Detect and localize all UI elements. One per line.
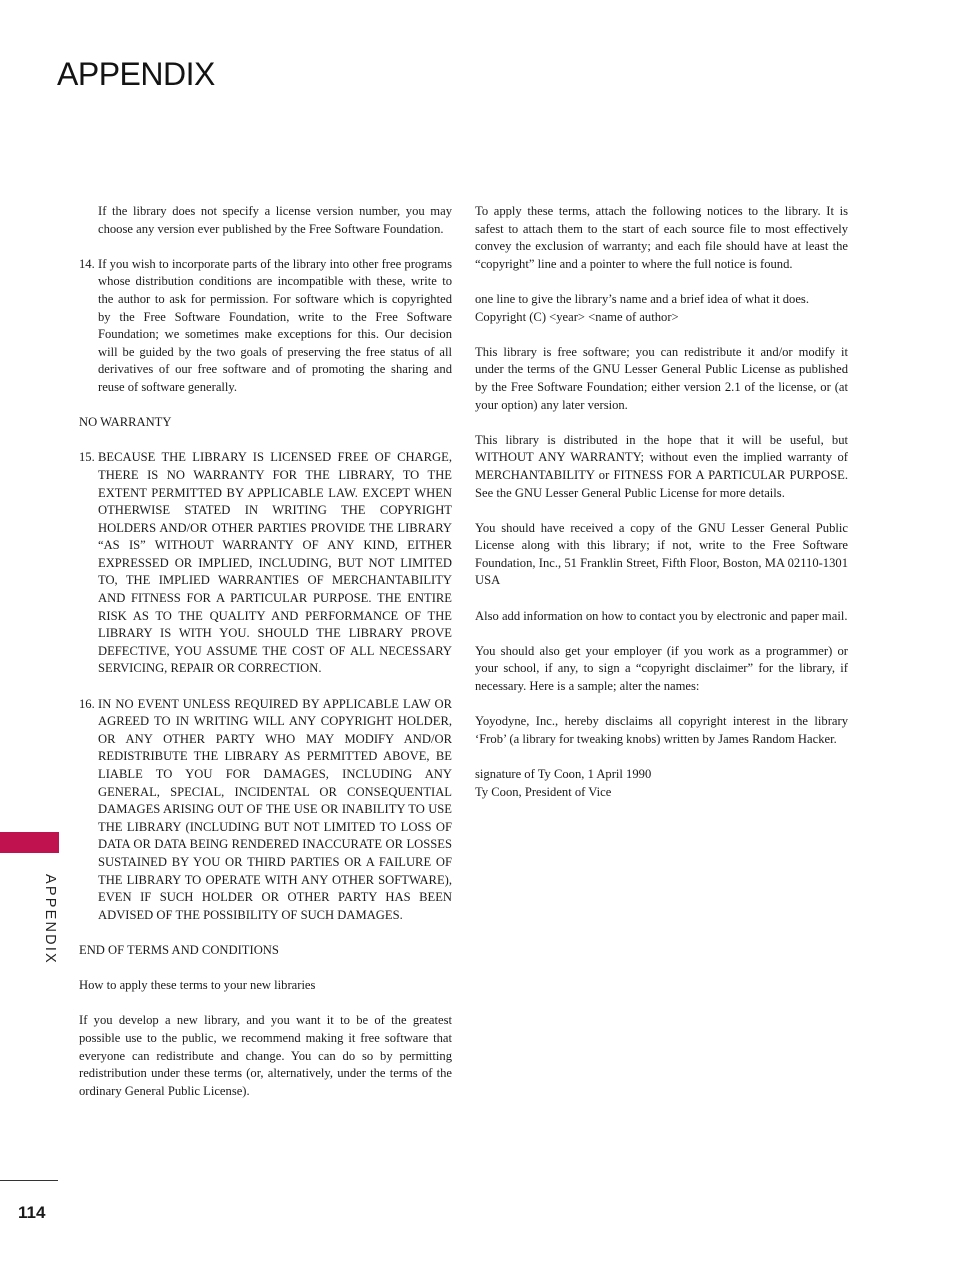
paragraph-develop-library: If you develop a new library, and you want it to be of the greatest possible use to the public, we recommend making it free software that everyone can redistribute and change. You can do so by permitting redistribution under these terms (or, alternatively, under the terms of the ordinary General Public License). — [79, 1013, 452, 1098]
paragraph-free-software: This library is free software; you can redistribute it and/or modify it under the terms of the GNU Lesser General Public License as published by the Free Software Foundation; either version 2.1 of the license, or (at your option) any later version. — [475, 344, 848, 412]
page-number: 114 — [18, 1203, 46, 1222]
how-to-apply-heading: How to apply these terms to your new libraries — [79, 978, 316, 993]
list-item-15 — [79, 449, 452, 678]
side-accent-bar — [0, 832, 59, 853]
paragraph-received-copy: You should have received a copy of the GNU Lesser General Public License along with this library; if not, write to the Free Software Foundation, Inc., 51 Franklin Street, Fifth Floor, Boston, MA 02110-1301 USA — [475, 520, 848, 588]
item-number: 16. — [79, 696, 95, 711]
copyright-line: Copyright (C) <year> <name of author> — [475, 309, 679, 324]
signature-line: signature of Ty Coon, 1 April 1990 — [475, 767, 652, 781]
paragraph-version-clause: If the library does not specify a license version number, you may choose any version ever published by the Free Software Foundation. — [98, 204, 452, 236]
page-title: APPENDIX — [57, 56, 215, 92]
side-section-tab — [36, 874, 66, 994]
item-number: 14. — [79, 256, 95, 271]
right-column — [475, 203, 848, 801]
item-number: 15. — [79, 450, 95, 465]
end-of-terms: END OF TERMS AND CONDITIONS — [79, 942, 279, 957]
footer-rule — [0, 1180, 58, 1181]
section-heading-no-warranty: NO WARRANTY — [79, 415, 172, 430]
paragraph-apply-terms: To apply these terms, attach the following notices to the library. It is safest to attach them to the start of each source file to most effectively convey the exclusion of warranty; and each file should have at least the “copyright” line and a pointer to where the full notice is found. — [475, 204, 848, 271]
paragraph-contact-info: Also add information on how to contact you by electronic and paper mail. — [475, 608, 848, 623]
left-column — [79, 203, 452, 1100]
signature-block — [475, 766, 848, 801]
paragraph-yoyodyne: Yoyodyne, Inc., hereby disclaims all copyright interest in the library ‘Frob’ (a library for tweaking knobs) written by James Random Hacker. — [475, 714, 848, 746]
president-line: Ty Coon, President of Vice — [475, 784, 612, 799]
paragraph-distributed: This library is distributed in the hope that it will be useful, but WITHOUT ANY WARRANTY; without even the implied warranty of MERCHANTABILITY or FITNESS FOR A PARTICULAR PURPOSE. See the GNU Lesser General Public License for more details. — [475, 432, 848, 500]
list-item-16 — [79, 696, 452, 925]
notice-header-block — [475, 291, 848, 326]
item-text: IN NO EVENT UNLESS REQUIRED BY APPLICABLE LAW OR AGREED TO IN WRITING WILL ANY COPYRIGHT HOLDER, OR ANY OTHER PARTY WHO MAY MODIFY AND/OR REDISTRIBUTE THE LIBRARY AS PERMITTED ABOVE, BE LIABLE TO YOU FOR DAMAGES, INCLUDING ANY GENERAL, SPECIAL, INCIDENTAL OR CONSEQUENTIAL DAMAGES ARISING OUT OF THE USE OR INABILITY TO USE THE LIBRARY (INCLUDING BUT NOT LIMITED TO LOSS OF DATA OR DATA BEING RENDERED INACCURATE OR LOSSES SUSTAINED BY YOU OR THIRD PARTIES OR A FAILURE OF THE LIBRARY TO OPERATE WITH ANY OTHER SOFTWARE), EVEN IF SUCH HOLDER OR OTHER PARTY HAS BEEN ADVISED OF THE POSSIBILITY OF SUCH DAMAGES. — [98, 696, 452, 922]
paragraph-employer: You should also get your employer (if you work as a programmer) or your school, if any, to sign a “copyright disclaimer” for the library, if necessary. Here is a sample; alter the names: — [475, 643, 848, 694]
item-text: If you wish to incorporate parts of the library into other free programs whose distribution conditions are incompatible with these, write to the author to ask for permission. For software which is copyrighted by the Free Software Foundation, write to the Free Software Foundation; we sometimes make exceptions for this. Our decision will be guided by the two goals of preserving the free status of all derivatives of our free software and of promoting the sharing and reuse of software generally. — [98, 256, 452, 394]
one-line-notice: one line to give the library’s name and a brief idea of what it does. — [475, 291, 809, 306]
list-item-14 — [79, 256, 452, 397]
side-tab-label: APPENDIX — [42, 874, 58, 965]
item-text: BECAUSE THE LIBRARY IS LICENSED FREE OF CHARGE, THERE IS NO WARRANTY FOR THE LIBRARY, TO THE EXTENT PERMITTED BY APPLICABLE LAW. EXCEPT WHEN OTHERWISE STATED IN WRITING THE COPYRIGHT HOLDERS AND/OR OTHER PARTIES PROVIDE THE LIBRARY “AS IS” WITHOUT WARRANTY OF ANY KIND, EITHER EXPRESSED OR IMPLIED, INCLUDING, BUT NOT LIMITED TO, THE IMPLIED WARRANTIES OF MERCHANTABILITY AND FITNESS FOR A PARTICULAR PURPOSE. THE ENTIRE RISK AS TO THE QUALITY AND PERFORMANCE OF THE LIBRARY IS WITH YOU. SHOULD THE LIBRARY PROVE DEFECTIVE, YOU ASSUME THE COST OF ALL NECESSARY SERVICING, REPAIR OR CORRECTION. — [98, 450, 452, 676]
